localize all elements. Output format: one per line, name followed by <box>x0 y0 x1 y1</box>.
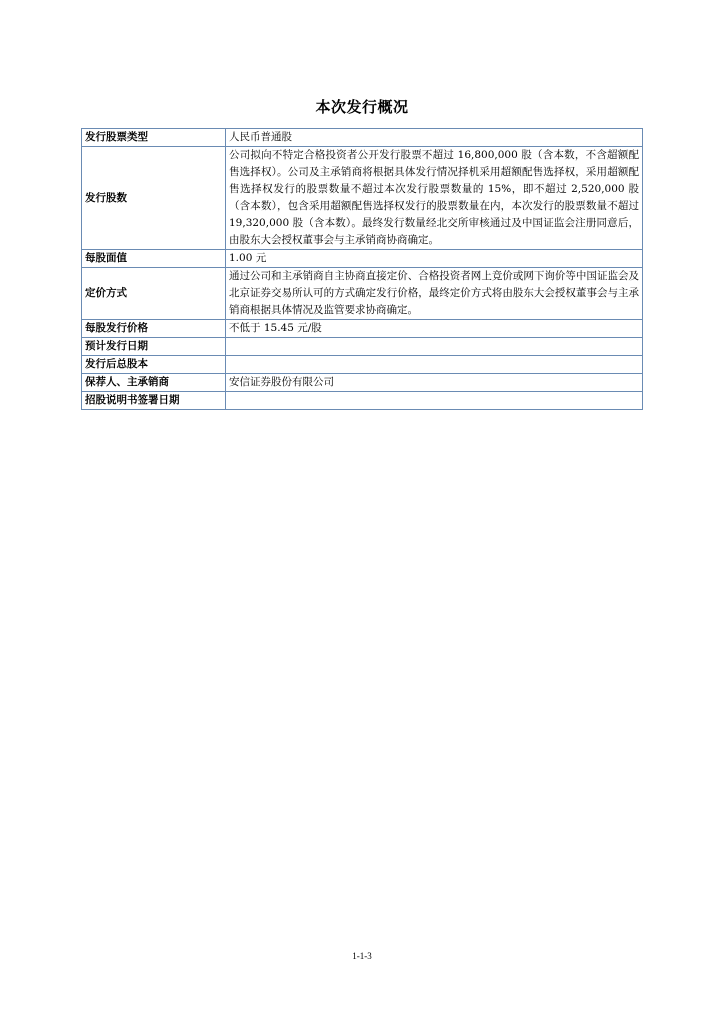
table-row <box>82 320 643 338</box>
row-value <box>226 392 643 410</box>
page-title: 本次发行概况 <box>315 98 409 116</box>
page-number: 1-1-3 <box>352 951 372 961</box>
row-value: 人民币普通股 <box>226 129 643 147</box>
row-label: 招股说明书签署日期 <box>82 392 226 410</box>
row-label: 发行股票类型 <box>82 129 226 147</box>
row-label: 预计发行日期 <box>82 338 226 356</box>
issuance-overview-table <box>81 128 643 410</box>
table-row <box>82 374 643 392</box>
row-value: 通过公司和主承销商自主协商直接定价、合格投资者网上竞价或网下询价等中国证监会及北京证券交易所认可的方式确定发行价格，最终定价方式将由股东大会授权董事会与主承销商根据具体情况及监管要求协商确定。 <box>226 268 643 320</box>
row-label: 发行股数 <box>82 147 226 250</box>
row-value: 安信证券股份有限公司 <box>226 374 643 392</box>
row-label: 保荐人、主承销商 <box>82 374 226 392</box>
table-row <box>82 392 643 410</box>
row-label: 发行后总股本 <box>82 356 226 374</box>
table-row <box>82 356 643 374</box>
table-row <box>82 147 643 250</box>
row-label: 每股发行价格 <box>82 320 226 338</box>
row-value: 不低于 15.45 元/股 <box>226 320 643 338</box>
row-label: 每股面值 <box>82 250 226 268</box>
row-value: 1.00 元 <box>226 250 643 268</box>
table-row <box>82 129 643 147</box>
table-row <box>82 268 643 320</box>
row-label: 定价方式 <box>82 268 226 320</box>
table-row <box>82 338 643 356</box>
table-row <box>82 250 643 268</box>
row-value <box>226 356 643 374</box>
row-value <box>226 338 643 356</box>
row-value: 公司拟向不特定合格投资者公开发行股票不超过 16,800,000 股（含本数，不含超额配售选择权）。公司及主承销商将根据具体发行情况择机采用超额配售选择权，采用超额配售选择权发行的股票数量不超过本次发行股票数量的 15%，即不超过 2,520,000 股（含本数），包含采用超额配售选择权发行的股票数量在内，本次发行的股票数量不超过 19,320,000 股（含本数）。最终发行数量经北交所审核通过及中国证监会注册同意后，由股东大会授权董事会与主承销商协商确定。 <box>226 147 643 250</box>
